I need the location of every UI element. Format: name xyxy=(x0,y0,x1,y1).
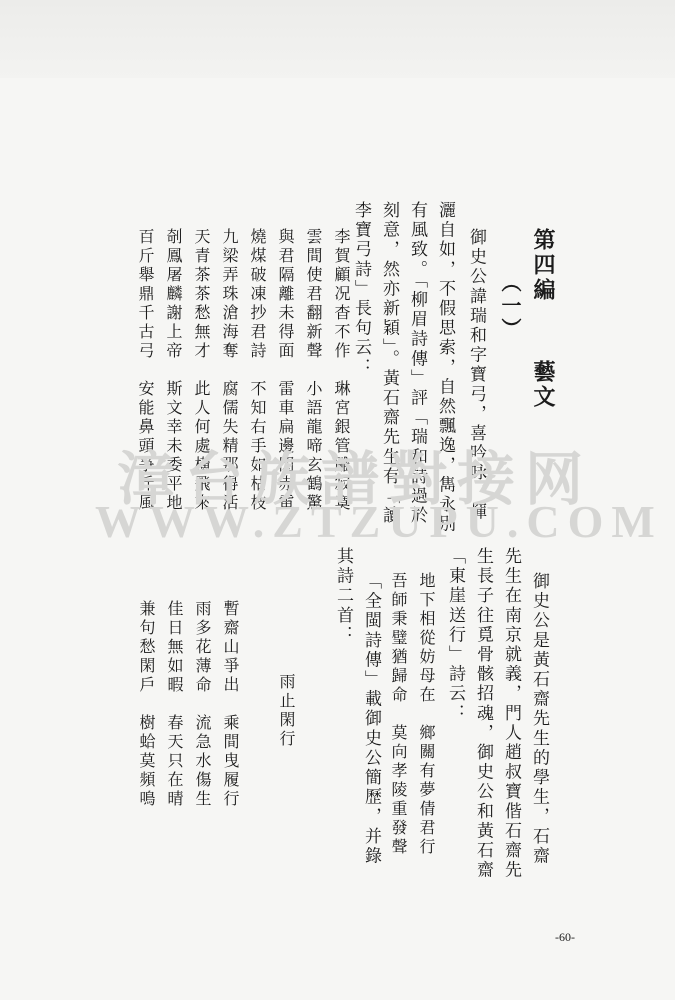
couplet-line: 吾師秉璧猶歸命 莫向孝陵重發聲 xyxy=(389,572,408,857)
section-number: （一） xyxy=(498,272,522,341)
prose-column: 李寶弓詩」長句云： xyxy=(351,201,371,378)
poem-title: 雨止閑行 xyxy=(277,673,296,749)
prose-column: 御史公諱瑞和字寶弓，喜吟咏，揮 xyxy=(466,228,486,522)
watermark-title: 漳台族譜對接网 xyxy=(116,445,593,513)
scan-shading xyxy=(0,0,675,78)
poem-line: 雨多花薄命 流急水傷生 xyxy=(193,600,212,809)
poem-line: 剞鳳屠麟謝上帝 斯文幸未委平地 xyxy=(164,228,183,513)
poem-line: 佳日無如暇 春天只在晴 xyxy=(165,600,184,809)
prose-column: 先生在南京就義，門人趙叔寶偕石齋先 xyxy=(501,547,521,881)
watermark-url: WWW.ZTZUPU.COM xyxy=(95,496,663,547)
chapter-title: 藝文 xyxy=(530,360,556,410)
poem-line: 李賀顧况杳不作 琳宮銀管雕寂寞 xyxy=(332,228,351,513)
poem-line: 九梁弄珠滄海奪 腐儒失精那得活 xyxy=(220,228,239,513)
page-number: -60- xyxy=(555,930,575,944)
poem-line: 兼句愁閑戶 樹蛤莫頻鳴 xyxy=(137,600,156,809)
poem-line: 百斤舉鼎千古弓 安能鼻頭爭斤風 xyxy=(136,228,155,513)
poem-line: 雲間使君翻新聲 小語龍啼玄鶴驚 xyxy=(304,228,323,513)
poem-line: 燒煤破凍抄君詩 不知右手如枯枝 xyxy=(248,228,267,513)
prose-column: 御史公是黃石齋先生的學生，石齋 xyxy=(529,572,549,866)
prose-column: 有風致。「柳眉詩傳」評「瑞和詩過於 xyxy=(407,201,427,526)
prose-column: 灑自如，不假思索，自然飄逸，雋永別 xyxy=(435,201,455,535)
prose-column: 刻意，然亦新穎」。黃石齋先生有「讀 xyxy=(379,201,399,526)
prose-column: 生長子往覓骨骸招魂，御史公和黃石齋 xyxy=(473,547,493,881)
poem-line: 暫齋山爭出 乘間曳履行 xyxy=(221,600,240,809)
prose-column: 「全閩詩傳」載御史公簡歷，并錄 xyxy=(361,572,381,866)
poem-line: 天青茶茶愁無才 此人何處橫飛來 xyxy=(192,228,211,513)
poem-line: 與君隔離未得面 雷車扁邊閃赤電 xyxy=(276,228,295,513)
couplet-line: 地下相從妨母在 鄉關有夢倩君行 xyxy=(417,572,436,857)
prose-column: 「東崖送行」詩云： xyxy=(445,547,465,724)
prose-column: 其詩二首： xyxy=(333,547,353,645)
chapter-heading: 第四編 xyxy=(530,228,556,303)
